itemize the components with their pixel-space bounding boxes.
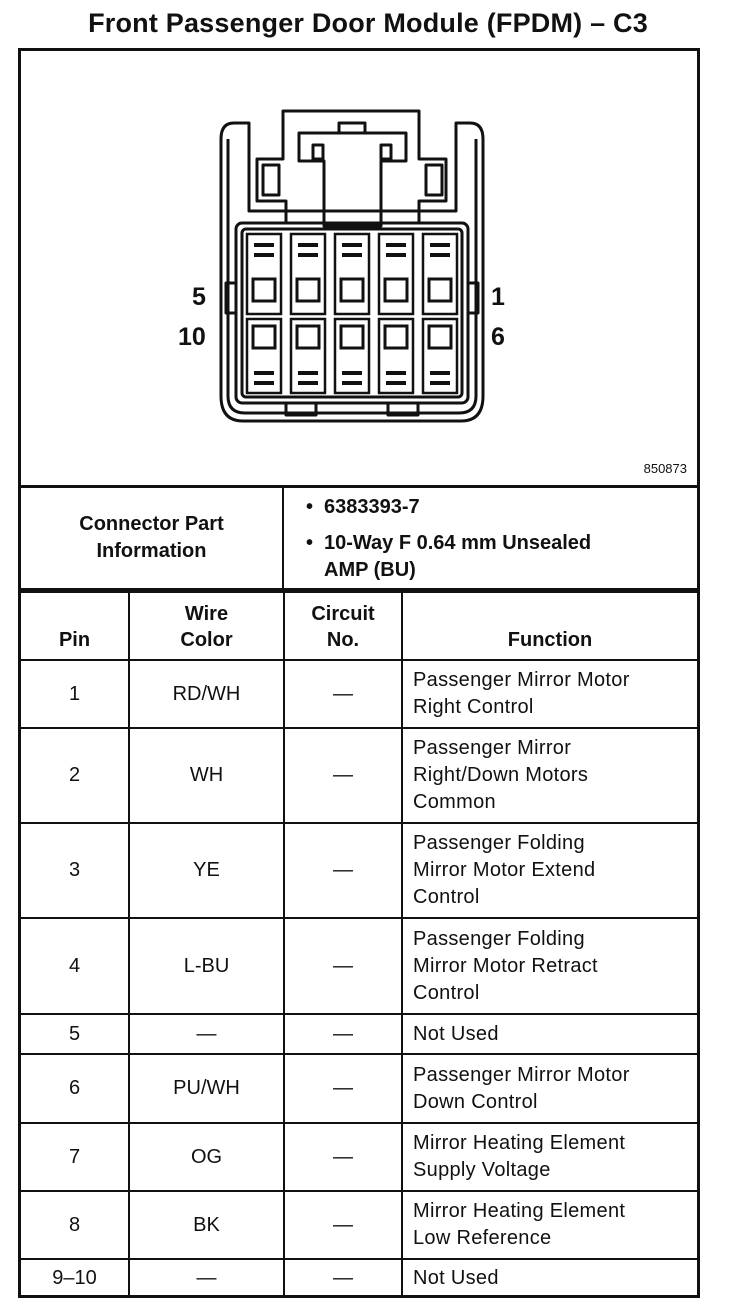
connector-info-values: [284, 488, 697, 588]
pinout-table: [21, 591, 697, 1296]
function-line: Down Control: [413, 1090, 538, 1113]
function-line: Not Used: [413, 1266, 499, 1289]
pin-cell: 3: [21, 823, 129, 918]
table-row: [21, 660, 697, 728]
connector-part-information: [21, 488, 697, 591]
circuit-cell: —: [284, 1014, 402, 1054]
pin-label-6: 6: [491, 323, 505, 351]
header-circuit-no: [284, 592, 402, 660]
table-row: [21, 823, 697, 918]
function-line: Passenger Mirror: [413, 737, 572, 759]
connector-info-label-line1: Connector Part: [79, 513, 224, 535]
connector-info-label: [21, 488, 284, 588]
wire-color-cell: RD/WH: [129, 660, 284, 728]
header-function: Function: [402, 592, 697, 660]
wire-color-cell: —: [129, 1259, 284, 1296]
part-number: • 6383393-7: [324, 494, 420, 521]
table-header-row: [21, 592, 697, 660]
wire-color-cell: WH: [129, 728, 284, 823]
function-line: Mirror Heating Element: [413, 1132, 626, 1154]
pin-cell: 4: [21, 918, 129, 1014]
pin-label-1: 1: [491, 283, 505, 311]
connector-sheet: [18, 48, 700, 1298]
circuit-cell: —: [284, 1123, 402, 1191]
page-title: Front Passenger Door Module (FPDM) – C3: [88, 8, 648, 38]
function-line: Passenger Folding: [413, 832, 585, 854]
table-row: [21, 1123, 697, 1191]
circuit-cell: —: [284, 823, 402, 918]
function-cell: [402, 1054, 697, 1123]
pin-cell: 1: [21, 660, 129, 728]
function-line: Control: [413, 886, 480, 908]
function-line: Common: [413, 791, 496, 813]
function-line: Supply Voltage: [413, 1159, 551, 1181]
connector-description-line1: 10-Way F 0.64 mm Unsealed: [324, 532, 592, 554]
function-cell: [402, 918, 697, 1014]
function-cell: [402, 1191, 697, 1259]
function-line: Right/Down Motors: [413, 764, 589, 786]
pin-cell: 6: [21, 1054, 129, 1123]
function-line: Passenger Mirror Motor: [413, 1063, 630, 1086]
header-circuit-line1: Circuit: [311, 603, 375, 625]
circuit-cell: —: [284, 660, 402, 728]
wire-color-cell: PU/WH: [129, 1054, 284, 1123]
connector-description: [324, 530, 591, 584]
circuit-cell: —: [284, 918, 402, 1014]
circuit-cell: —: [284, 1191, 402, 1259]
circuit-cell: —: [284, 1054, 402, 1123]
pin-cell: 5: [21, 1014, 129, 1054]
function-cell: [402, 728, 697, 823]
function-line: Low Reference: [413, 1227, 552, 1249]
function-line: Mirror Heating Element: [413, 1200, 626, 1222]
header-pin: Pin: [21, 592, 129, 660]
wire-color-cell: OG: [129, 1123, 284, 1191]
connector-diagram: [21, 51, 697, 488]
figure-number: 850873: [643, 461, 687, 476]
function-line: Right Control: [413, 696, 534, 718]
function-line: Mirror Motor Extend: [413, 859, 596, 881]
table-row: [21, 1259, 697, 1296]
pin-label-5: 5: [192, 283, 206, 311]
header-wire-color-line2: Color: [180, 629, 233, 651]
wire-color-cell: L-BU: [129, 918, 284, 1014]
connector-face-drawing: [21, 51, 697, 485]
function-line: Not Used: [413, 1022, 499, 1045]
connector-description-line2: AMP (BU): [324, 559, 416, 581]
header-wire-color-line1: Wire: [184, 603, 229, 625]
wire-color-cell: —: [129, 1014, 284, 1054]
table-row: [21, 918, 697, 1014]
pin-label-10: 10: [178, 323, 206, 351]
circuit-cell: —: [284, 728, 402, 823]
connector-info-label-line2: Information: [96, 540, 207, 562]
table-row: [21, 1054, 697, 1123]
function-cell: [402, 1123, 697, 1191]
function-cell: [402, 1014, 697, 1054]
wire-color-cell: YE: [129, 823, 284, 918]
pin-cell: 8: [21, 1191, 129, 1259]
function-cell: [402, 660, 697, 728]
function-line: Mirror Motor Retract: [413, 954, 598, 977]
function-cell: [402, 823, 697, 918]
header-circuit-line2: No.: [326, 629, 360, 651]
pin-cell: 2: [21, 728, 129, 823]
circuit-cell: —: [284, 1259, 402, 1296]
table-row: [21, 1191, 697, 1259]
function-line: Control: [413, 981, 480, 1004]
table-row: [21, 728, 697, 823]
pin-cell: 7: [21, 1123, 129, 1191]
table-row: [21, 1014, 697, 1054]
wire-color-cell: BK: [129, 1191, 284, 1259]
function-line: Passenger Mirror Motor: [413, 669, 630, 691]
function-cell: [402, 1259, 697, 1296]
pin-cell: 9–10: [21, 1259, 129, 1296]
header-wire-color: [129, 592, 284, 660]
function-line: Passenger Folding: [413, 927, 585, 950]
